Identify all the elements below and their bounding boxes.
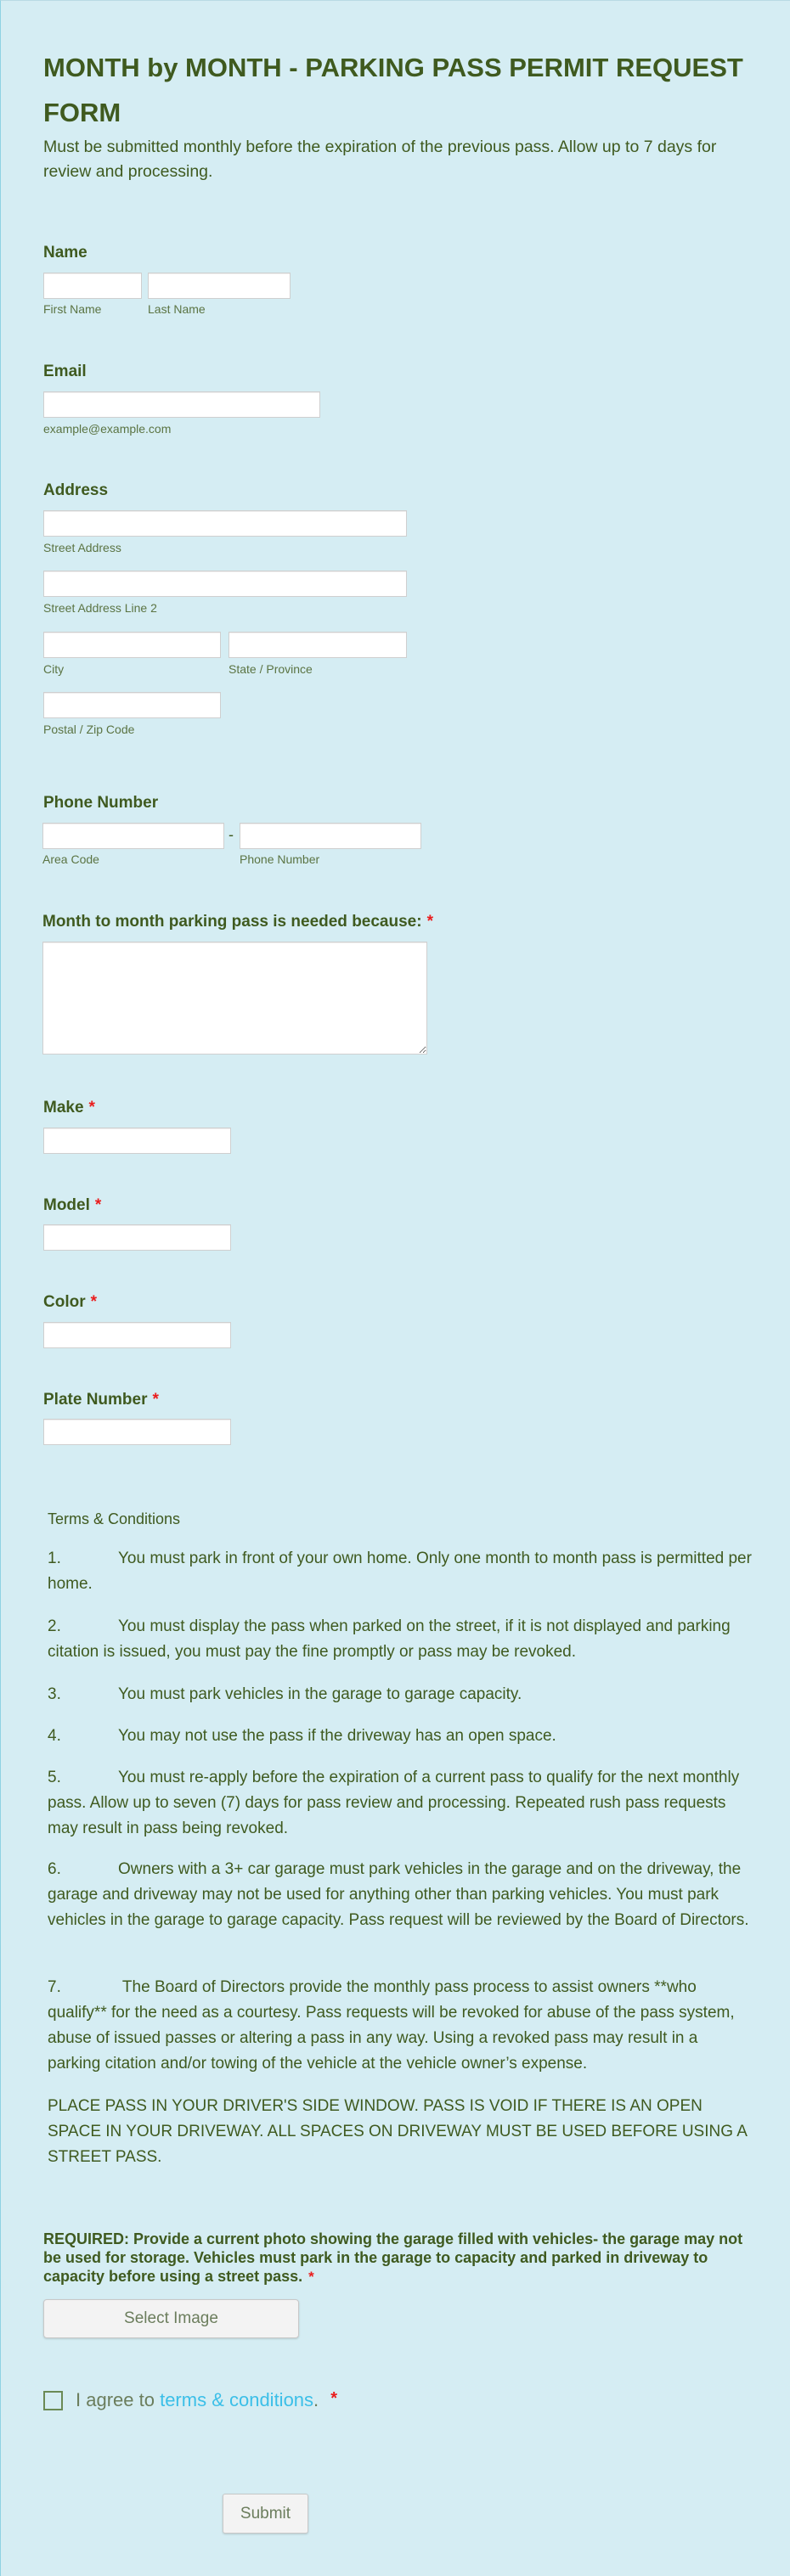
city-input[interactable] xyxy=(43,632,221,658)
zip-input[interactable] xyxy=(43,692,221,718)
last-name-input[interactable] xyxy=(148,273,291,299)
email-sublabel: example@example.com xyxy=(43,422,172,436)
terms-item-text: You must re-apply before the expiration of a current pass to qualify for the next monthly pass. Allow up to seven (7) days for pass review and processing. Repeated rush pass requests may result in pass being revoked. xyxy=(48,1769,740,1837)
reason-label-text: Month to month parking pass is needed because: xyxy=(42,913,422,931)
required-asterisk: * xyxy=(94,1196,102,1214)
terms-link[interactable]: terms & conditions xyxy=(160,2389,314,2410)
terms-item-4 xyxy=(48,1724,753,1749)
reason-label xyxy=(42,913,433,931)
terms-item-2 xyxy=(48,1614,753,1665)
terms-item-number: 1. xyxy=(48,1550,61,1567)
state-input[interactable] xyxy=(229,632,407,658)
required-asterisk: * xyxy=(90,1293,98,1311)
make-label xyxy=(43,1099,95,1117)
select-image-button[interactable]: Select Image xyxy=(43,2299,299,2338)
plate-label-text: Plate Number xyxy=(43,1391,148,1409)
zip-sublabel: Postal / Zip Code xyxy=(43,723,135,736)
street-address-sublabel: Street Address xyxy=(43,541,121,554)
terms-item-text: You may not use the pass if the driveway has an open space. xyxy=(118,1727,556,1745)
phone-number-input[interactable] xyxy=(240,823,421,849)
color-label-text: Color xyxy=(43,1293,86,1311)
phone-label: Phone Number xyxy=(43,794,159,812)
terms-item-text: You must park in front of your own home. Only one month to month pass is permitted per home. xyxy=(48,1550,752,1593)
model-label-text: Model xyxy=(43,1196,90,1214)
street-address-line2-input[interactable] xyxy=(43,571,407,597)
terms-item-3 xyxy=(48,1682,753,1707)
city-sublabel: City xyxy=(43,662,65,676)
street-address-line2-sublabel: Street Address Line 2 xyxy=(43,601,157,615)
phone-number-sublabel: Phone Number xyxy=(240,852,320,866)
color-input[interactable] xyxy=(43,1322,231,1348)
upload-label-text: REQUIRED: Provide a current photo showing the garage filled with vehicles- the garage may not be used for storage. Vehicles must park in the garage to capacity and parked in driveway to capacity before using a street pass. xyxy=(43,2230,743,2285)
required-asterisk: * xyxy=(308,2269,314,2285)
form-subtitle: Must be submitted monthly before the expiration of the previous pass. Allow up to 7 days for review and processing. xyxy=(43,138,717,181)
terms-item-text: The Board of Directors provide the monthly pass process to assist owners **who qualify** for the need as a courtesy. Pass requests will be revoked for abuse of the pass system, abuse of issued passes or altering a pass in any way. Using a revoked pass may result in a parking citation and/or towing of the vehicle at the vehicle owner’s expense. xyxy=(48,1978,735,2073)
state-sublabel: State / Province xyxy=(229,662,313,676)
terms-item-number: 6. xyxy=(48,1860,61,1878)
first-name-input[interactable] xyxy=(43,273,142,299)
terms-item-text: You must display the pass when parked on the street, if it is not displayed and parking citation is issued, you must pay the fine promptly or pass may be revoked. xyxy=(48,1617,731,1661)
terms-item-1 xyxy=(48,1546,753,1597)
make-label-text: Make xyxy=(43,1099,84,1116)
area-code-input[interactable] xyxy=(42,823,224,849)
terms-item-number: 3. xyxy=(48,1685,61,1703)
agree-suffix: . xyxy=(313,2389,319,2410)
terms-heading: Terms & Conditions xyxy=(48,1510,181,1527)
terms-item-7 xyxy=(48,1975,753,2077)
upload-label xyxy=(43,2230,761,2286)
last-name-sublabel: Last Name xyxy=(148,302,206,316)
form-title: MONTH by MONTH - PARKING PASS PERMIT REQUEST FORM xyxy=(43,53,743,127)
required-asterisk: * xyxy=(330,2389,338,2408)
submit-button[interactable]: Submit xyxy=(223,2494,308,2534)
name-label: Name xyxy=(43,244,87,262)
model-input[interactable] xyxy=(43,1224,231,1251)
street-address-input[interactable] xyxy=(43,510,407,537)
plate-label xyxy=(43,1391,159,1409)
color-label xyxy=(43,1293,97,1312)
plate-number-input[interactable] xyxy=(43,1419,231,1445)
email-label: Email xyxy=(43,363,87,380)
model-label xyxy=(43,1196,101,1215)
required-asterisk: * xyxy=(426,913,433,931)
terms-item-number: 7. xyxy=(48,1978,61,1996)
make-input[interactable] xyxy=(43,1128,231,1154)
terms-item-number: 2. xyxy=(48,1617,61,1635)
required-asterisk: * xyxy=(88,1099,95,1116)
email-input[interactable] xyxy=(43,391,320,418)
address-label: Address xyxy=(43,481,109,499)
terms-item-text: You must park vehicles in the garage to garage capacity. xyxy=(118,1685,522,1703)
terms-item-6 xyxy=(48,1857,753,1933)
agree-checkbox[interactable] xyxy=(43,2391,63,2410)
terms-item-number: 5. xyxy=(48,1769,61,1786)
terms-item-number: 4. xyxy=(48,1727,61,1745)
phone-separator: - xyxy=(229,826,234,843)
first-name-sublabel: First Name xyxy=(43,302,102,316)
terms-notice: PLACE PASS IN YOUR DRIVER'S SIDE WINDOW. PASS IS VOID IF THERE IS AN OPEN SPACE IN YOUR DRIVEWAY. ALL SPACES ON DRIVEWAY MUST BE USED BEFORE USING A STREET PASS. xyxy=(48,2097,747,2166)
reason-textarea[interactable] xyxy=(42,942,427,1055)
terms-item-text: Owners with a 3+ car garage must park vehicles in the garage and on the driveway, the garage and driveway may not be used for anything other than parking vehicles. You must park vehicles in the garage to garage capacity. Pass request will be reviewed by the Board of Directors. xyxy=(48,1860,749,1929)
area-code-sublabel: Area Code xyxy=(42,852,99,866)
required-asterisk: * xyxy=(152,1391,159,1409)
terms-item-5 xyxy=(48,1765,753,1842)
agree-prefix: I agree to xyxy=(76,2389,161,2410)
agree-label xyxy=(76,2389,337,2411)
